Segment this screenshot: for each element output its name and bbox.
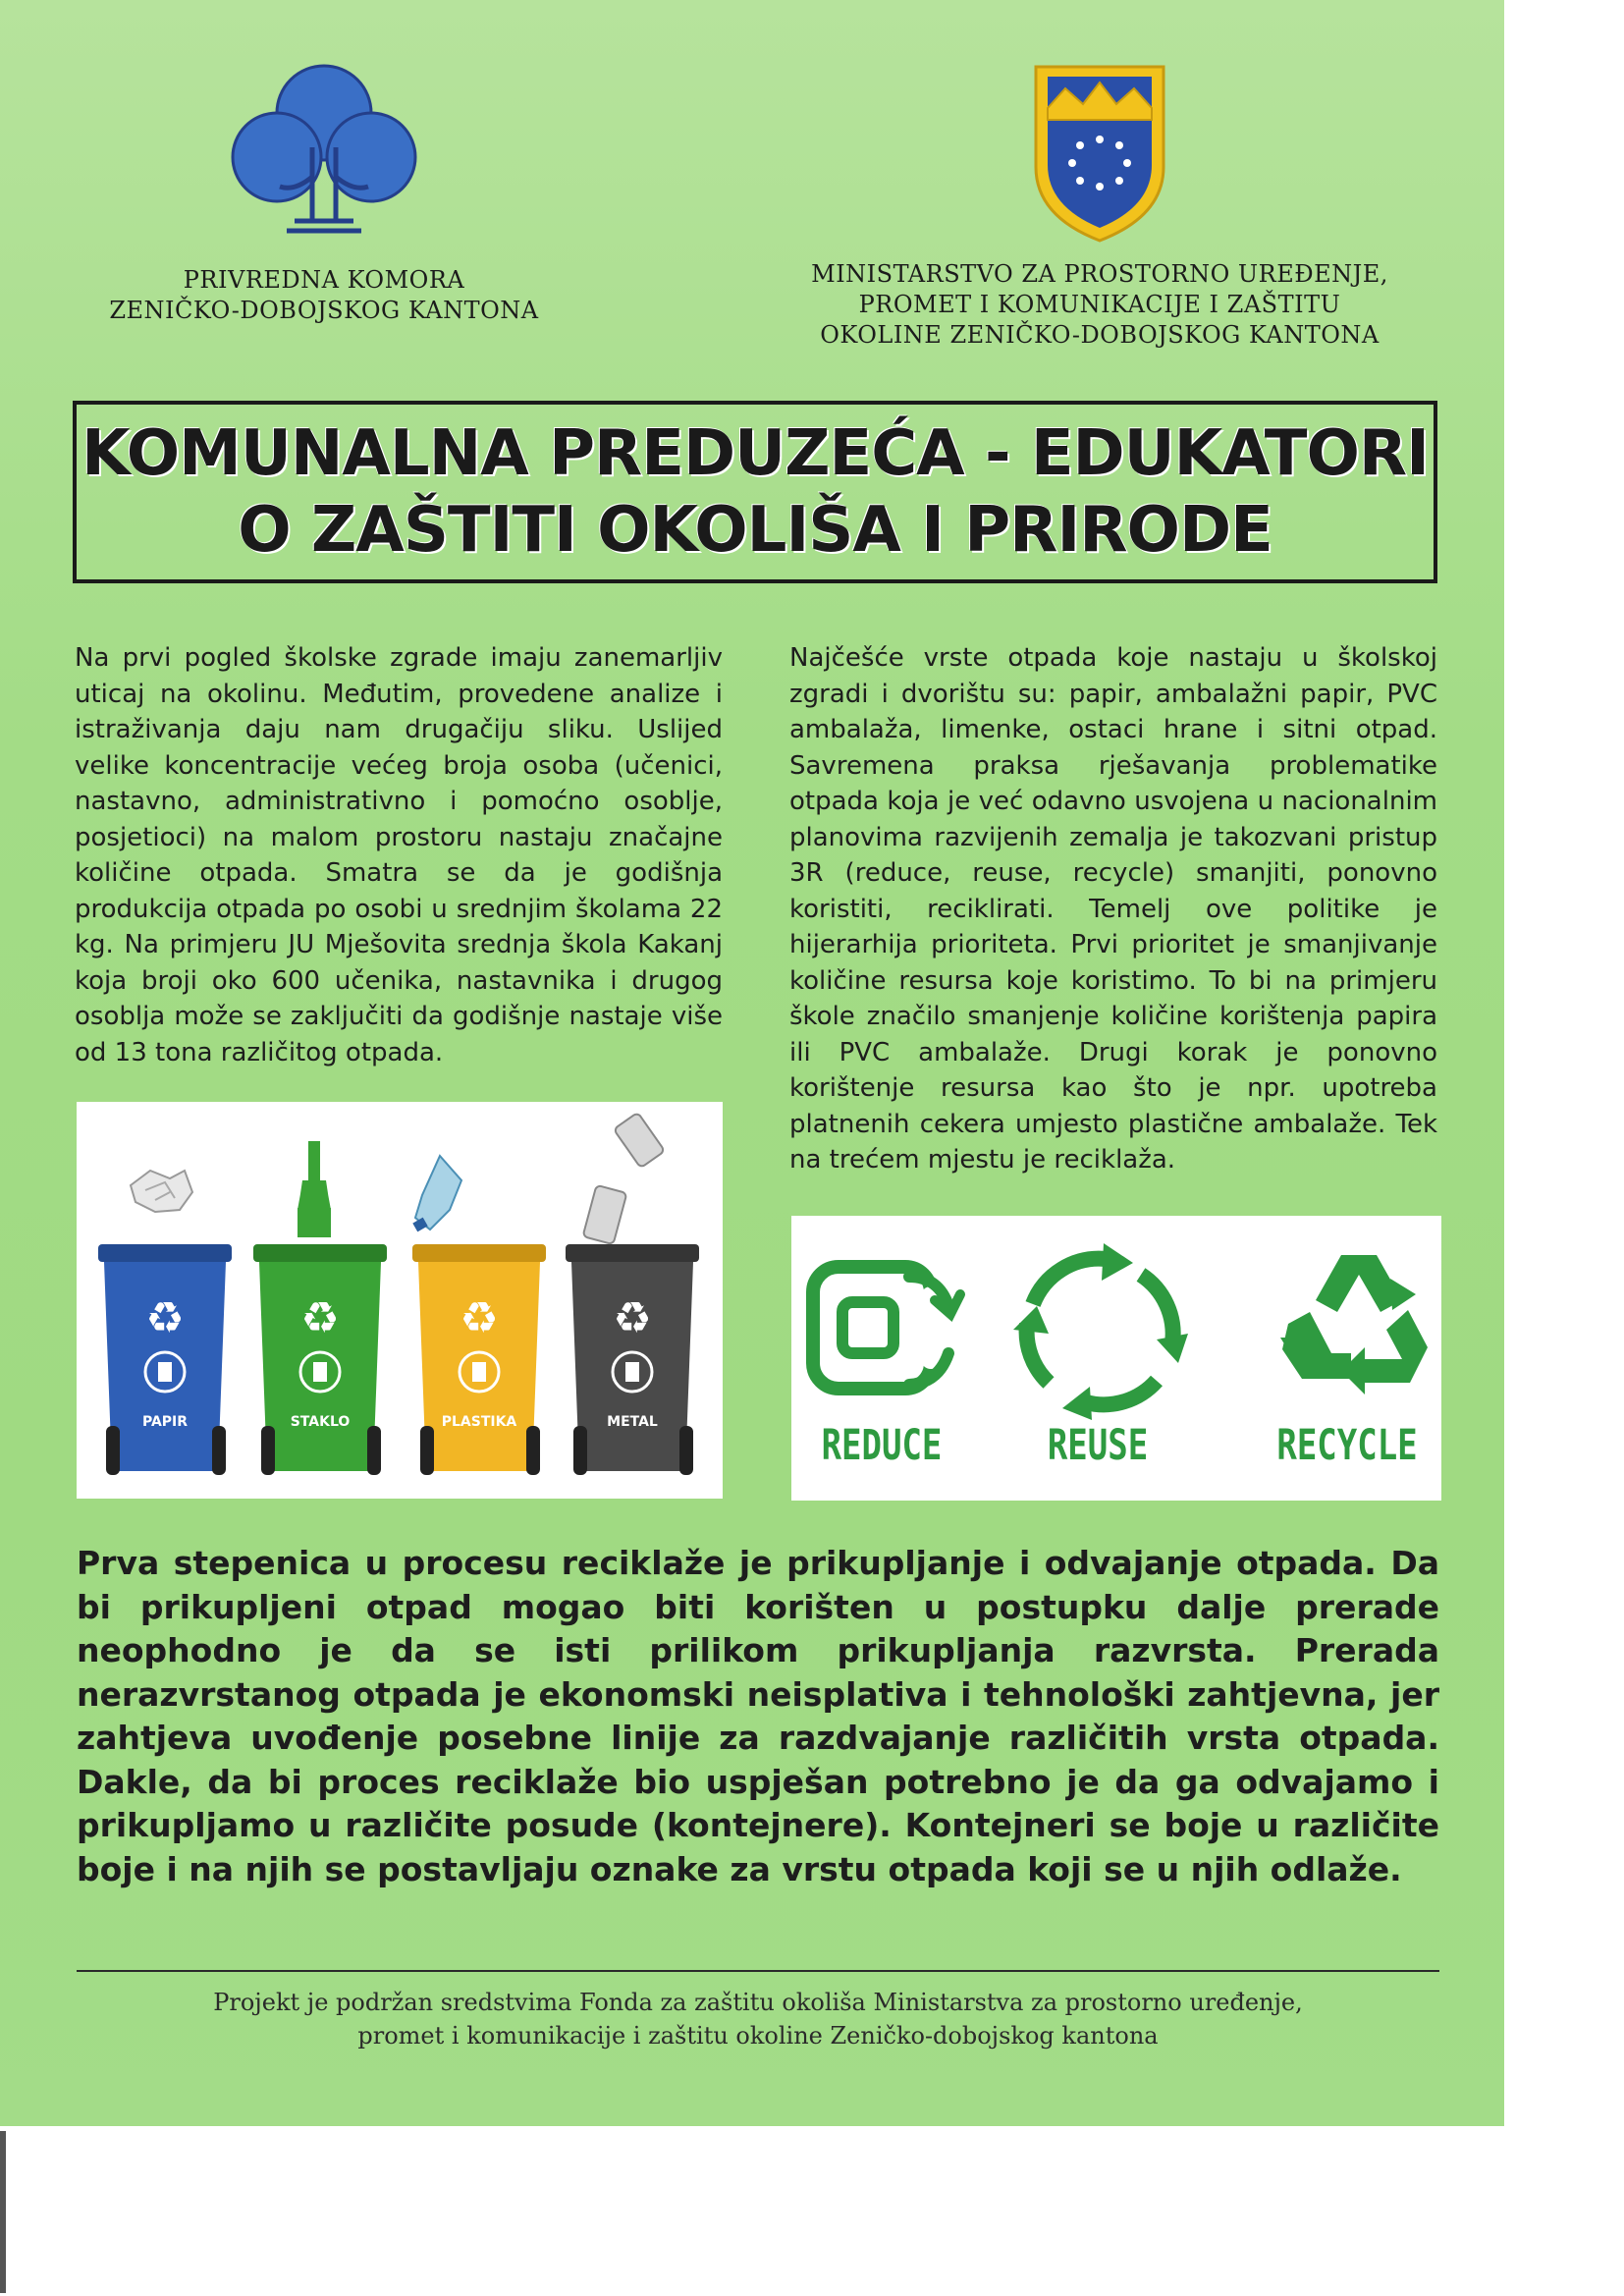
left-org-name [59, 265, 589, 326]
waste-bin-plastika [412, 1244, 546, 1475]
reduce-label: REDUCE [821, 1421, 943, 1470]
recycle-symbol-icon: ♻ [145, 1293, 185, 1343]
reuse-arrowheads [1013, 1243, 1188, 1420]
right-org-line2: PROMET I KOMUNIKACIJE I ZAŠTITU [858, 291, 1341, 318]
scan-edge-mark [0, 2131, 6, 2293]
footer-line1: Projekt je podržan sredstvima Fonda za zaštitu okoliša Ministarstva za prostorno uređenje, [213, 1989, 1303, 2016]
left-paragraph: Na prvi pogled školske zgrade imaju zanemarljiv uticaj na okolinu. Međutim, provedene analize i istraživanja daju nam drugačiju sliku. Uslijed velike koncentracije većeg broja osoba (učenici, nastavno, administrativno i pomoćno osoblje, posjetioci) na malom prostoru nastaju značajne količine otpada. Smatra se da je godišnja produkcija otpada po osobi u srednjim školama 22 kg. Na primjeru JU Mješovita srednja škola Kakanj koja broji oko 600 učenika, nastavnika i drugog osoblja može se zaključiti da godišnje nastaje više od 13 tona različitog otpada. [75, 643, 723, 1067]
reuse-icon [1027, 1259, 1173, 1405]
recycle-symbol-icon: ♻ [613, 1293, 652, 1343]
bold-paragraph: Prva stepenica u procesu reciklaže je prikupljanje i odvajanje otpada. Da bi prikupljeni otpad mogao biti korišten u postupku dalje prerade neophodno je da se isti prilikom prikupljanja razvrsta. Prerada nerazvrstanog otpada je ekonomski neisplativa i tehnološki zahtjevna, jer zahtjeva uvođenje posebne linije za razdvajanje različitih vrsta otpada. Dakle, da bi proces reciklaže bio uspješan potrebno je da ga odvajamo i prikupljamo u različite posude (kontejnere). Kontejneri se boje u različite boje i na njih se postavljaju oznake za vrstu otpada koji se u njih odlaže. [77, 1544, 1439, 1888]
right-org-name [785, 259, 1414, 351]
left-org-line1: PRIVREDNA KOMORA [183, 266, 465, 294]
title-box [73, 401, 1437, 583]
waste-bin-metal [566, 1244, 699, 1475]
recycle-symbol-icon: ♻ [460, 1293, 499, 1343]
reuse-label: REUSE [1047, 1421, 1149, 1470]
bin-label: METAL [607, 1414, 658, 1430]
tree-logo-icon [226, 59, 422, 246]
left-organization [59, 59, 589, 326]
right-org-line1: MINISTARSTVO ZA PROSTORNO UREĐENJE, [811, 260, 1388, 288]
title-line-1: KOMUNALNA PREDUZEĆA - EDUKATORI [81, 417, 1429, 490]
recycle-label: RECYCLE [1276, 1421, 1418, 1470]
glass-bottle-icon [298, 1141, 331, 1237]
right-paragraph: Najčešće vrste otpada koje nastaju u školskoj zgradi i dvorištu su: papir, ambalažni papir, PVC ambalaža, limenke, ostaci hrane i sitni otpad. Savremena praksa rješavanja problematike otpada koja je već odavno usvojena u nacionalnim planovima razvijenih zemalja je takozvani pristup 3R (reduce, reuse, recycle) smanjiti, ponovno koristiti, reciklirati. Temelj ove politike je hijerarhija prioriteta. Prvi prioritet je smanjivanje količine resursa koje koristimo. To bi na primjeru škole značilo smanjenje količine korištenja papira ili PVC ambalaže. Drugi korak je ponovno korištenje resursa kao što je npr. upotreba platnenih cekera umjesto plastične ambalaže. Tek na trećem mjestu je reciklaža. [789, 643, 1437, 1175]
plastic-bottle-icon [412, 1156, 461, 1231]
recycle-icon [1280, 1255, 1428, 1394]
recycling-bins-illustration [77, 1102, 723, 1499]
crowned-shield-coat-of-arms-icon [1026, 59, 1173, 246]
right-organization [785, 59, 1414, 351]
waste-bin-staklo [253, 1244, 387, 1475]
bin-label: PAPIR [141, 1414, 189, 1430]
title-line-2: O ZAŠTITI OKOLIŠA I PRIRODE [238, 494, 1272, 567]
bin-label: PLASTIKA [441, 1414, 517, 1430]
recycle-symbol-icon: ♻ [300, 1293, 340, 1343]
recycling-bins-drawing [77, 1102, 723, 1499]
waste-bin-papir [98, 1244, 232, 1475]
footer-note [77, 1986, 1439, 2052]
bin-label: STAKLO [290, 1414, 351, 1430]
reduce-icon [813, 1267, 960, 1389]
right-org-line3: OKOLINE ZENIČKO-DOBOJSKOG KANTONA [820, 321, 1380, 349]
left-org-line2: ZENIČKO-DOBOJSKOG KANTONA [109, 297, 539, 324]
footer-line2: promet i komunikacije i zaštitu okoline Zeničko-dobojskog kantona [357, 2022, 1159, 2050]
footer-divider [77, 1970, 1439, 1972]
metal-can-icons [583, 1113, 665, 1244]
crumpled-paper-icon [131, 1171, 192, 1212]
reduce-reuse-recycle-illustration [791, 1216, 1441, 1501]
